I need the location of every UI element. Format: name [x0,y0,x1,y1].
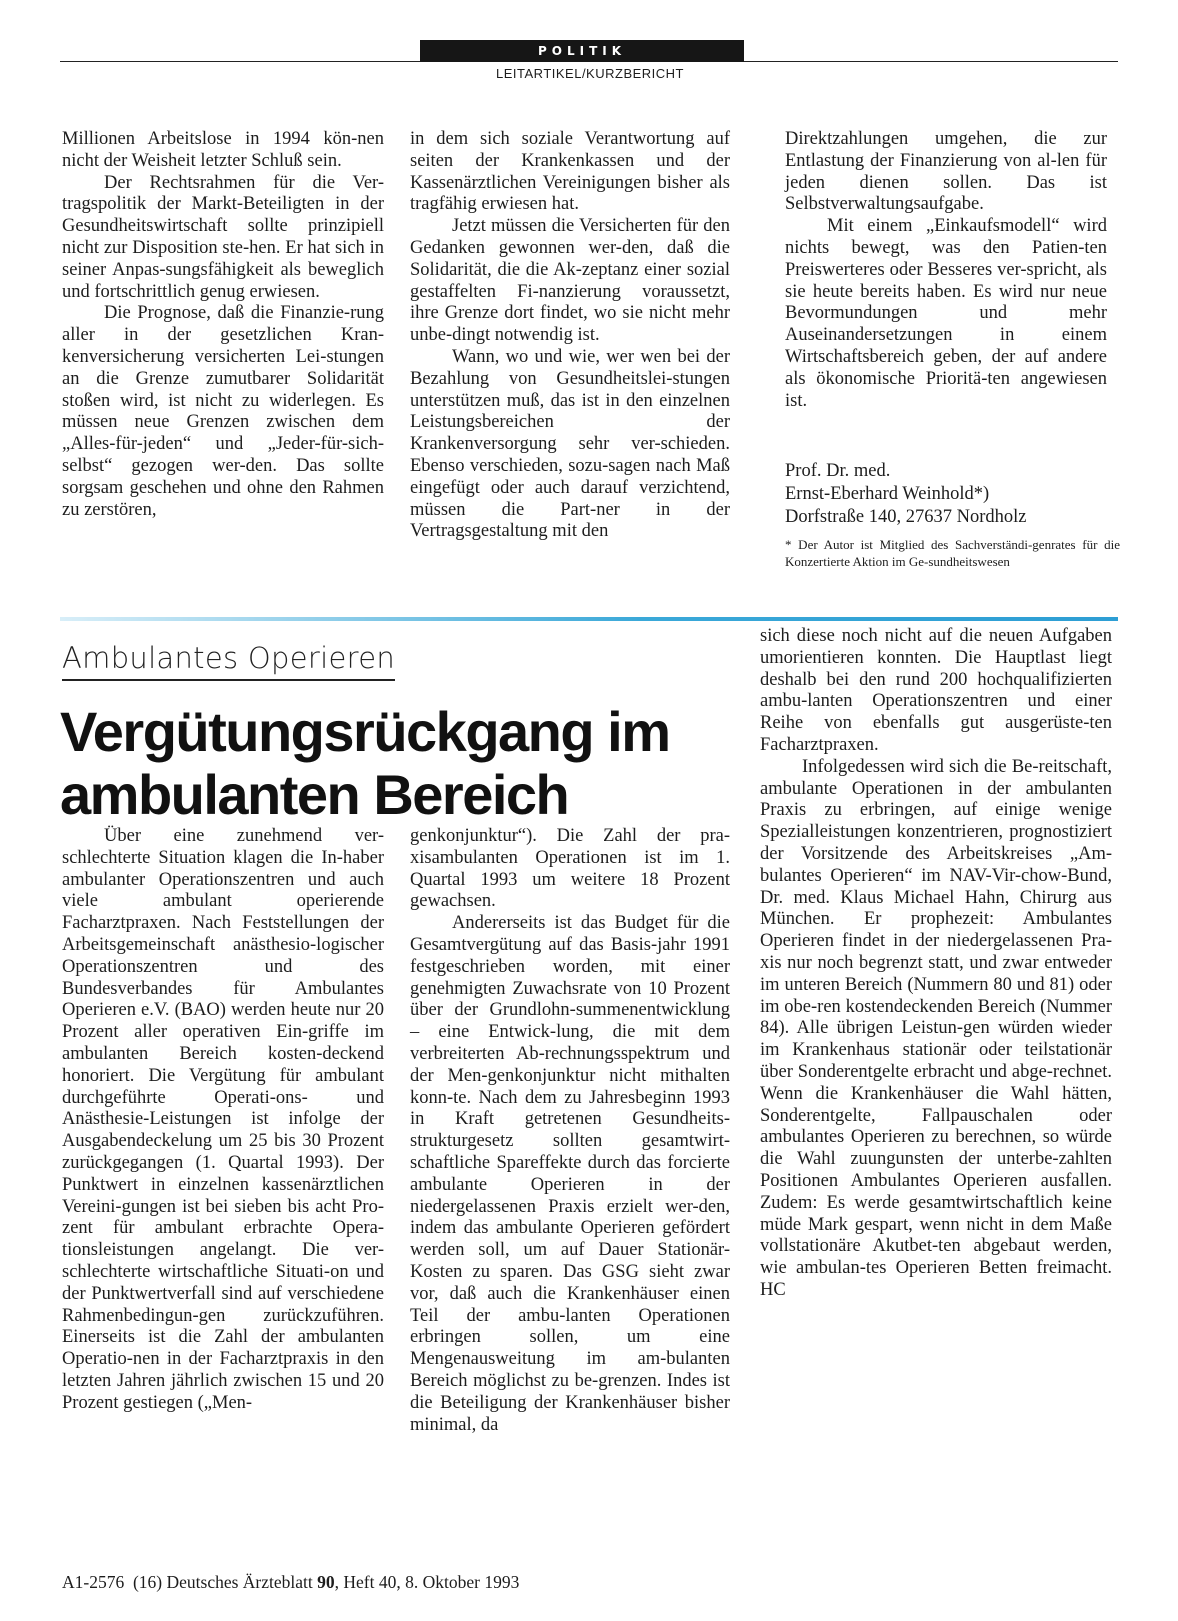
paragraph: Direktzahlungen umgehen, die zur Entlastung der Finanzierung von al-len für jeden dienen sollen. Das ist Selbstverwaltungsaufgabe. [785,129,1107,215]
article-divider [60,617,1118,621]
article-kicker: Ambulantes Operieren [62,641,395,681]
top-article-column-2 [410,129,730,543]
article-column-3 [760,626,1112,1302]
top-article-column-3 [785,129,1107,412]
paragraph: Andererseits ist das Budget für die Gesamtvergütung auf das Basis-jahr 1991 festgeschrieben worden, mit einer genehmigten Zuwachsrate von 10 Prozent über der Grundlohn-summenentwicklung – eine Entwick-lung, die mit dem verbreiterten Ab-rechnungsspektrum und der Men-genkonjunktur nicht mithalten konn-te. Nach dem zu Jahresbeginn 1993 in Kraft getretenen Gesundheits-strukturgesetz sollten gesamtwirt-schaftliche Spareffekte durch das forcierte ambulante Operieren in der niedergelassenen Praxis erzielt wer-den, indem das ambulante Operieren gefördert werden soll, um auf Dauer Stationär-Kosten zu sparen. Das GSG sieht zwar vor, daß auch die Krankenhäuser einen Teil der ambu-lanten Operationen erbringen sollen, um eine Mengenausweitung im am-bulanten Bereich möglichst zu be-grenzen. Indes ist die Beteiligung der Krankenhäuser bisher minimal, da [410,913,730,1435]
issue-prefix: (16) Deutsches Ärzteblatt [132,1572,318,1592]
article-column-1 [62,826,384,1415]
author-block [785,460,1125,529]
paragraph: Infolgedessen wird sich die Be-reitschaft, ambulante Operationen in der ambulanten Praxis zu erbringen, auf einige wenige Spezialleistungen konzentrieren, prognostiziert der Vorsitzende des Arbeitskreises „Am-bulantes Operieren“ im NAV-Vir-chow-Bund, Dr. med. Klaus Michael Hahn, Chirurg aus München. Er prophezeit: Ambulantes Operieren findet in der niedergelassenen Pra-xis nur noch begrenzt statt, und zwar entweder im unteren Bereich (Nummern 80 und 81) oder im obe-ren kostendeckenden Bereich (Nummer 84). Alle übrigen Leistun-gen würden wieder im Krankenhaus stationär oder teilstationär über Sonderentgelte erbracht und abge-rechnet. Wenn die Krankenhäuser die Wahl hätten, Sonderentgelte, Fallpauschalen oder ambulantes Operieren zu berechnen, so würde die Wahl zuungunsten der unterbe-zahlten Positionen Ambulantes Operieren ausfallen. Zudem: Es werde gesamtwirtschaftlich keine müde Mark gespart, wenn nicht in dem Maße vollstationäre Akutbet-ten abgebaut werden, wie ambulan-tes Operieren Betten freimacht. HC [760,756,1112,1300]
paragraph: Der Rechtsrahmen für die Ver-tragspolitik der Markt-Beteiligten in der Gesundheitswirtschaft sollte prinzipiell nicht zur Disposition ste-hen. Er hat sich in seiner Anpas-sungsfähigkeit als beweglich und fortschrittlich genug erwiesen. [62,172,384,302]
paragraph: Die Prognose, daß die Finanzie-rung aller in der gesetzlichen Kran-kenversicherung versicherten Lei-stungen an die Grenze zumutbarer Solidarität stoßen wird, ist nicht zu widerlegen. Es müssen neue Grenzen zwischen dem „Alles-für-jeden“ und „Jeder-für-sich-selbst“ gezogen wer-den. Das sollte sorgsam geschehen und ohne den Rahmen zu zerstören, [62,303,384,520]
paragraph: genkonjunktur“). Die Zahl der pra-xisambulanten Operationen ist im 1. Quartal 1993 um weitere 18 Prozent gewachsen. [410,826,730,912]
author-footnote: * Der Autor ist Mitglied des Sachverständi-genrates für die Konzertierte Aktion im Ge-sundheitswesen [785,537,1120,569]
top-article-column-1 [62,129,384,521]
paragraph: Millionen Arbeitslose in 1994 kön-nen nicht der Weisheit letzter Schluß sein. [62,129,384,171]
article-column-2 [410,826,730,1436]
paragraph: Über eine zunehmend ver-schlechterte Situation klagen die In-haber ambulanter Operationszentren und auch viele ambulant operierende Facharztpraxen. Nach Feststellungen der Arbeitsgemeinschaft anästhesio-logischer Operationszentren und des Bundesverbandes für Ambulantes Operieren e.V. (BAO) werden heute nur 20 Prozent aller operativen Ein-griffe im ambulanten Bereich kosten-deckend honoriert. Die Vergütung für ambulant durchgeführte Operati-ons- und Anästhesie-Leistungen ist infolge der Ausgabendeckelung um 25 bis 30 Prozent zurückgegangen (1. Quartal 1993). Der Punktwert in einzelnen kassenärztlichen Vereini-gungen ist bei sieben bis acht Pro-zent für ambulant erbrachte Opera-tionsleistungen angelangt. Die ver-schlechterte wirtschaftliche Situati-on und der Punktwertverfall sind auf verschiedene Rahmenbedingun-gen zurückzuführen. Einerseits ist die Zahl der ambulanten Operatio-nen in der Facharztpraxis in den letzten Jahren jährlich zwischen 15 und 20 Prozent gestiegen („Men- [62,826,384,1413]
subsection-label: LEITARTIKEL/KURZBERICHT [496,66,684,81]
issue-suffix: , Heft 40, 8. Oktober 1993 [334,1572,520,1592]
page-footer [62,1572,519,1593]
volume-number: 90 [317,1572,335,1592]
headline-line: ambulanten Bereich [60,763,569,826]
paragraph: in dem sich soziale Verantwortung auf seiten der Krankenkassen und der Kassenärztlichen Vereinigungen bisher als tragfähig erwiesen hat. [410,129,730,215]
section-label: POLITIK [420,40,744,62]
article-headline [60,700,760,826]
paragraph: sich diese noch nicht auf die neuen Aufgaben umorientieren konnten. Die Hauptlast liegt deshalb bei den rund 200 hochqualifizierten ambu-lanten Operationszentren und einer Reihe von ebenfalls gut ausgerüste-ten Facharztpraxen. [760,626,1112,755]
paragraph: Wann, wo und wie, wer wen bei der Bezahlung von Gesundheitslei-stungen unterstützen muß, das ist in den einzelnen Leistungsbereichen der Krankenversorgung sehr ver-schieden. Ebenso verschieden, sozu-sagen nach Maß eingefügt oder auch darauf verzichtend, müssen die Part-ner in der Vertragsgestaltung mit den [410,346,730,542]
paragraph: Mit einem „Einkaufsmodell“ wird nichts bewegt, was den Patien-ten Preiswerteres oder Besseres ver-spricht, als sie heute bereits haben. Es wird nur neue Bevormundungen und mehr Auseinandersetzungen in einem Wirtschaftsbereich geben, der auf andere als ökonomische Prioritä-ten angewiesen ist. [785,216,1107,411]
author-address: Dorfstraße 140, 27637 Nordholz [785,507,1027,527]
headline-line: Vergütungsrückgang im [60,700,670,763]
author-name: Ernst-Eberhard Weinhold*) [785,484,990,504]
paragraph: Jetzt müssen die Versicherten für den Gedanken gewonnen wer-den, daß die Solidarität, die die Ak-zeptanz einer sozial gestaffelten Fi-nanzierung voraussetzt, ihre Grenze dort findet, wo sie nicht mehr unbe-dingt notwendig ist. [410,216,730,346]
author-title: Prof. Dr. med. [785,461,891,481]
page-reference: A1-2576 [62,1572,125,1592]
